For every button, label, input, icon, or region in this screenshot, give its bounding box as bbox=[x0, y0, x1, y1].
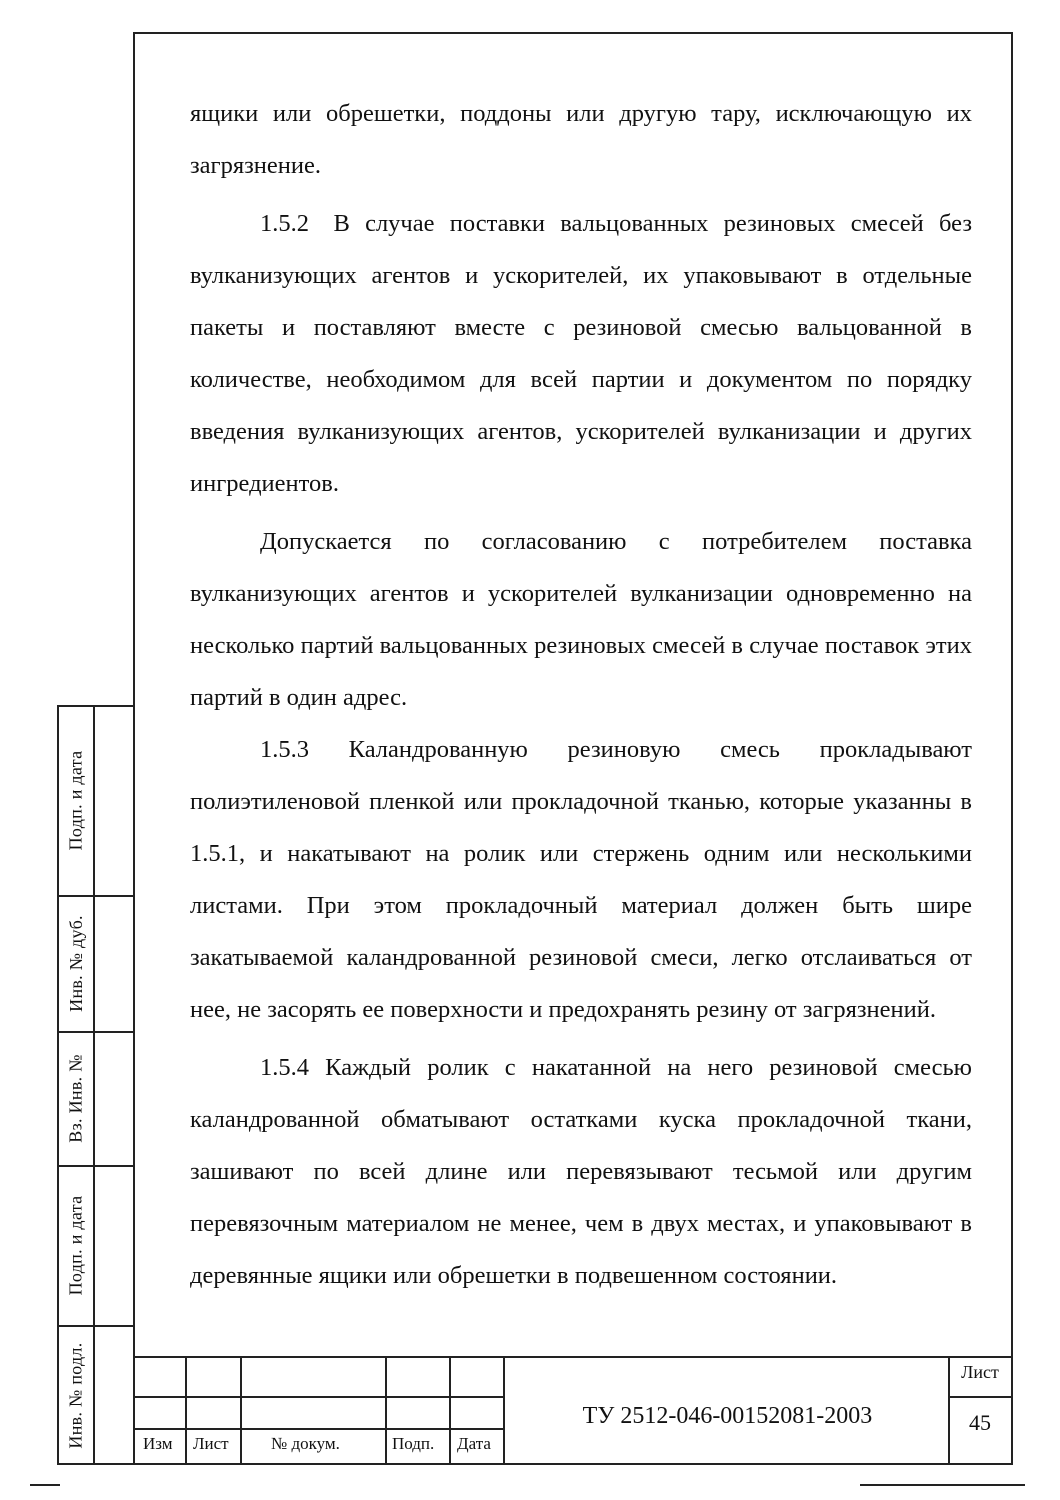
side-label-sign-date-2: Подп. и дата bbox=[65, 1195, 86, 1295]
paragraph-1-5-2: 1.5.2 В случае поставки вальцованных резиновых смесей без вулканизующих агентов и ускорителей, их упаковывают в отдельные пакеты и поставляют вместе с резиновой смесью вальцованной в количестве, необходимом для всей партии и документом по порядку введения вулканизующих агентов, ускорителей вулканизации и других ингредиентов. bbox=[190, 210, 972, 497]
paragraph-continuation: ящики или обрешетки, поддоны или другую тару, исключающую их загрязнение. bbox=[190, 100, 972, 179]
side-label-inv-orig: Инв. № подл. bbox=[65, 1341, 86, 1449]
col-sheet: Лист bbox=[193, 1434, 229, 1453]
col-change: Изм bbox=[143, 1434, 173, 1453]
sheet-number: 45 bbox=[969, 1410, 991, 1435]
col-date: Дата bbox=[457, 1434, 491, 1453]
side-stamp bbox=[57, 705, 135, 1465]
side-label-inv-dup: Инв. № дуб. bbox=[65, 914, 86, 1012]
paragraph-1-5-3: 1.5.3 Каландрованную резиновую смесь прокладывают полиэтиленовой пленкой или прокладочной тканью, которые указанны в 1.5.1, и накатывают на ролик или стержень одним или несколькими листами. При этом прокладочный материал должен быть шире закатываемой каландрованной резиновой смеси, легко отслаиваться от нее, не засорять ее поверхности и предохранять резину от загрязнений. bbox=[190, 736, 972, 1023]
side-label-inv-repl: Вз. Инв. № bbox=[65, 1053, 86, 1143]
paragraph-allowance: Допускается по согласованию с потребителем поставка вулканизующих агентов и ускорителей вулканизации одновременно на несколько партий вальцованных резиновых смесей в случае поставок этих партий в один адрес. bbox=[190, 528, 972, 711]
sheet-label: Лист bbox=[961, 1362, 999, 1382]
document-body bbox=[190, 88, 972, 1302]
paragraph-1-5-4: 1.5.4 Каждый ролик с накатанной на него резиновой смесью каландрованной обматывают остатками куска прокладочной ткани, зашивают по всей длине или перевязывают тесьмой или другим перевязочным материалом не менее, чем в двух местах, и упаковывают в деревянные ящики или обрешетки в подвешенном состоянии. bbox=[190, 1054, 972, 1289]
document-number: ТУ 2512-046-00152081-2003 bbox=[582, 1403, 873, 1429]
side-label-sign-date-1: Подп. и дата bbox=[65, 750, 86, 850]
scan-stroke-left bbox=[30, 1484, 60, 1486]
col-doc-number: № докум. bbox=[271, 1434, 340, 1453]
col-signature: Подп. bbox=[392, 1434, 435, 1453]
scan-stroke-right bbox=[860, 1484, 1025, 1486]
